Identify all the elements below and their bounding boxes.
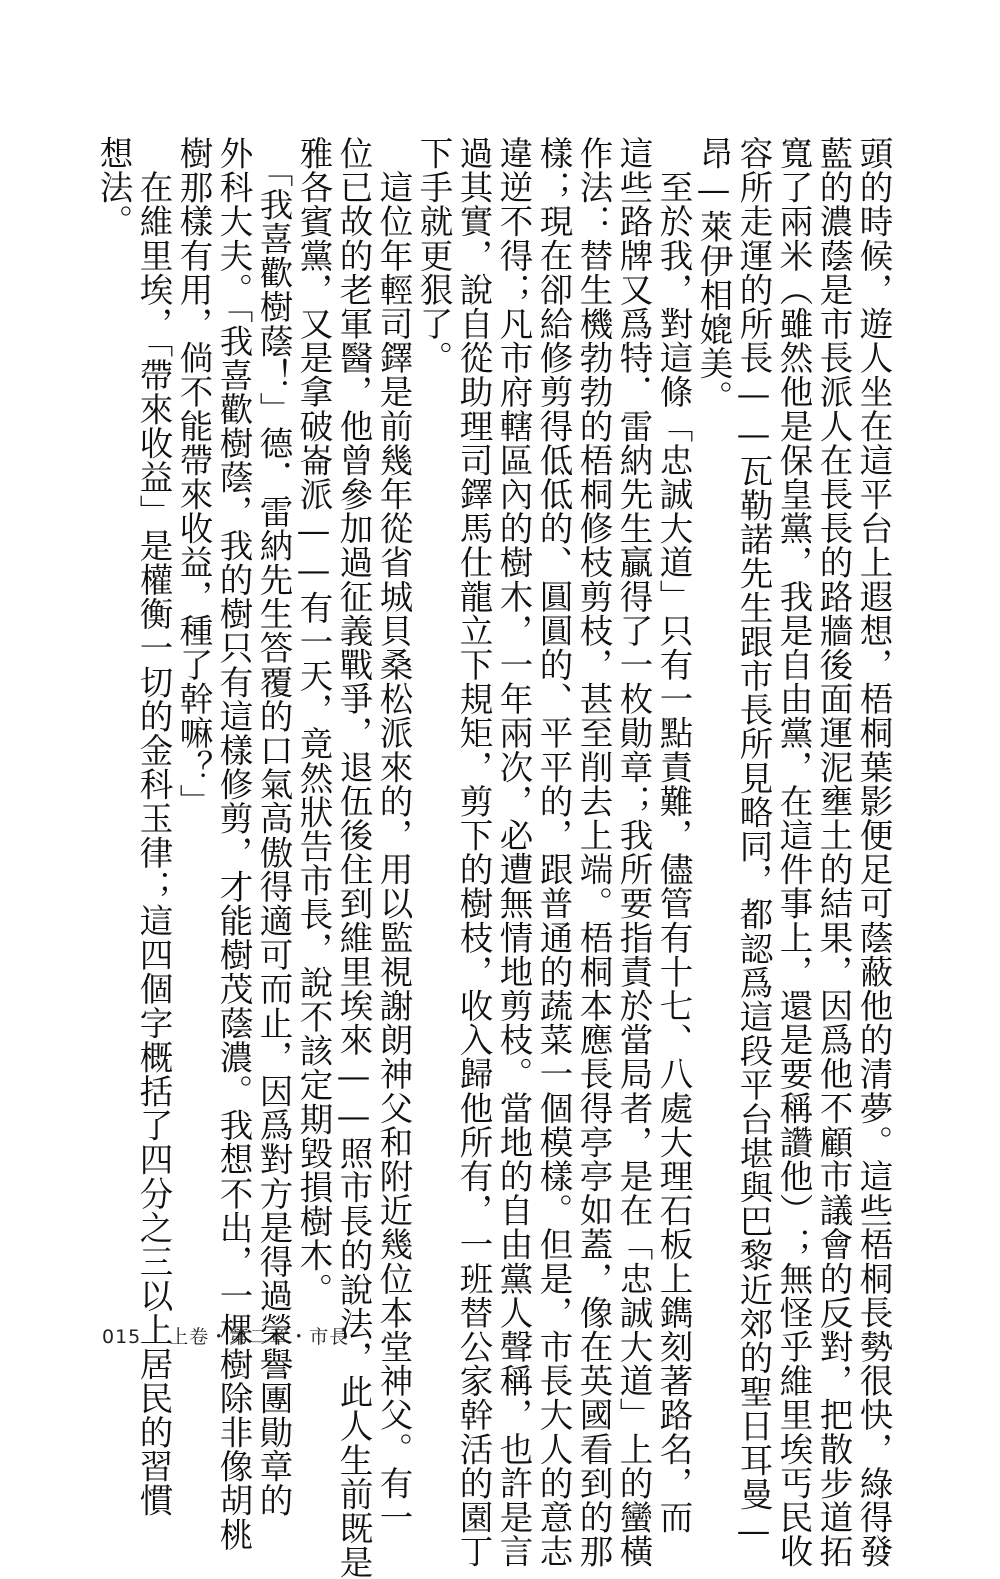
- text-column: 作法：替生機勃勃的梧桐修枝剪枝，甚至削去上端。梧桐本應長得亭亭如蓋，像在英國看到的那: [574, 136, 613, 1569]
- text-column: 位已故的老軍醫，他曾參加過征義戰爭，退伍後住到維里埃來——照市長的說法，此人生前既是: [334, 136, 373, 1579]
- text-column: 違逆不得；凡市府轄區內的樹木，一年兩次，必遭無情地剪枝。當地的自由黨人聲稱，也許是言: [494, 136, 533, 1569]
- text-column: 樹那樣有用，倘不能帶來收益，種了幹嘛？」: [174, 136, 213, 818]
- text-column: 昂—萊伊相媲美。: [694, 136, 733, 415]
- text-column: 藍的濃蔭是市長派人在長長的路牆後面運泥壅土的結果，因爲他不顧市議會的反對，把散步道拓: [814, 136, 853, 1569]
- text-column: 在維里埃，「帶來收益」是權衡一切的金科玉律；這四個字概括了四分之三以上居民的習慣: [134, 136, 173, 1518]
- page-footer: [102, 1322, 349, 1349]
- text-column: 寬了兩米（雖然他是保皇黨，我是自由黨，在這件事上，還是要稱讚他）；無怪乎維里埃丐民收: [774, 136, 813, 1569]
- text-column: 頭的時候，遊人坐在這平台上遐想，梧桐葉影便足可蔭蔽他的清夢。這些梧桐長勢很快，綠得發: [854, 136, 893, 1569]
- text-column: 想法。: [94, 136, 133, 239]
- text-column: 雅各賓黨，又是拿破崙派——有一天，竟然狀告市長，說不該定期毀損樹木。: [294, 136, 333, 1307]
- text-column: 樣；現在卻給修剪得低低的、圓圓的、平平的，跟普通的蔬菜一個模樣。但是，市長大人的意志: [534, 136, 573, 1569]
- text-column: 這位年輕司鐸是前幾年從省城貝桑松派來的，用以監視謝朗神父和附近幾位本堂神父。有一: [374, 136, 413, 1535]
- text-column: 外科大夫。「我喜歡樹蔭，我的樹只有這樣修剪，才能樹茂蔭濃。我想不出，一棵樹除非像胡桃: [214, 136, 253, 1552]
- running-title: 上卷・第二章・市長: [169, 1326, 350, 1348]
- text-column: 過其實，說自從助理司鐸馬仕龍立下規矩，剪下的樹枝，收入歸他所有，一班替公家幹活的園丁: [454, 136, 493, 1569]
- text-column: 「我喜歡樹蔭！」德．雷納先生答覆的口氣高傲得適可而止，因爲對方是得過榮譽團勛章的: [254, 136, 293, 1518]
- text-column: 容所走運的所長——瓦勒諾先生跟市長所見略同，都認爲這段平台堪與巴黎近郊的聖日耳曼—: [734, 136, 773, 1551]
- page-number: 015: [102, 1326, 142, 1348]
- text-column: 至於我，對這條「忠誠大道」只有一點責難，儘管有十七、八處大理石板上鐫刻著路名，而: [654, 136, 693, 1535]
- text-column: 這些路牌又爲特．雷納先生贏得了一枚勛章；我所要指責於當局者，是在「忠誠大道」上的蠻橫: [614, 136, 653, 1569]
- text-column: 下手就更狠了。: [414, 136, 453, 375]
